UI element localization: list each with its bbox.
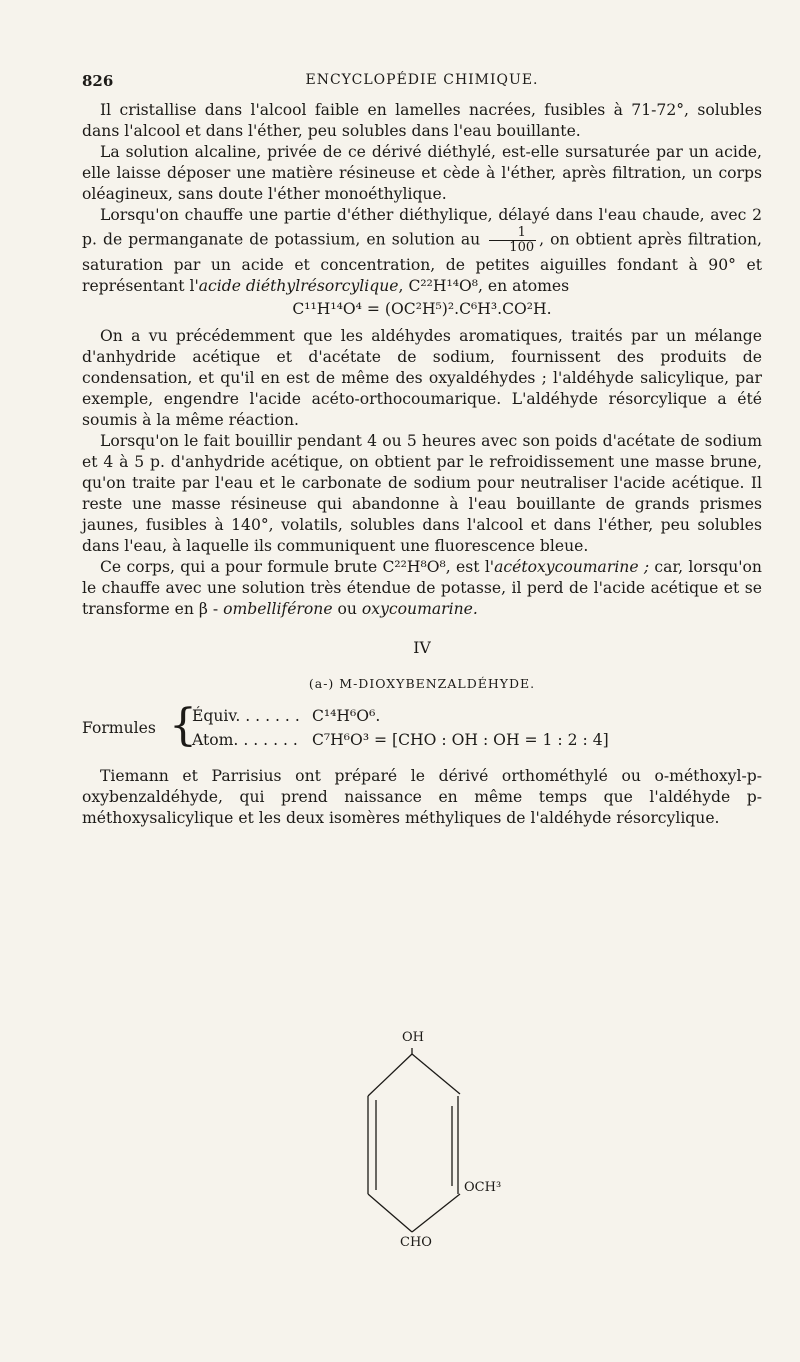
paragraph: Il cristallise dans l'alcool faible en lamelles nacrées, fusibles à 71-72°, solubles dans l'alcool et dans l'éther, peu solubles dans l'eau bouillante. (82, 101, 762, 140)
paragraph: Lorsqu'on le fait bouillir pendant 4 ou 5 heures avec son poids d'acétate de sodium et 4 à 5 p. d'anhydride acétique, on obtient par le refroidissement une masse brune, qu'on traite par l'eau et le carbonate de sodium pour neutraliser l'acide acétique. Il reste une masse résineuse qui abandonne à l'eau bouillante de grands prismes jaunes, fusibles à 140°, volatils, solubles dans l'alcool et dans l'éther, peu solubles dans l'eau, à laquelle ils communiquent une fluorescence bleue. (82, 432, 762, 555)
paragraph: On a vu précédemment que les aldéhydes aromatiques, traités par un mélange d'anhydride acétique et d'acétate de sodium, fournissent des produits de condensation, et qu'il en est de même des oxyaldéhydes ; l'aldéhyde salicylique, par exemple, engendre l'acide acéto-orthocoumarique. L'aldéhyde résorcylique a été soumis à la même réaction. (82, 327, 762, 429)
formulas-label: Formules (82, 719, 156, 737)
formula: C¹¹H¹⁴O⁴ = (OC²H⁵)².C⁶H³.CO²H. (292, 300, 552, 318)
formula-row-equiv: Équiv. . . . . . . C¹⁴H⁶O⁶. (192, 707, 381, 725)
paragraph: Ce corps, qui a pour formule brute C²²H⁸O⁸, est l'acétoxycoumarine ; car, lorsqu'on le chauffe avec une solution très étendue de potasse, il perd de l'acide acétique et se transforme en β - ombelliférone ou oxycoumarine. (82, 558, 762, 618)
fraction: $\frac{1}{100}$ (489, 226, 536, 255)
paragraph: La solution alcaline, privée de ce dérivé diéthylé, est-elle sursaturée par un acide, elle laisse déposer une matière résineuse et cède à l'éther, après filtration, un corps oléagineux, sans doute l'éther monoéthylique. (82, 143, 762, 203)
body-text (82, 100, 762, 829)
section-number: IV (413, 639, 431, 657)
benzene-structure (340, 1030, 520, 1260)
paragraph: Tiemann et Parrisius ont préparé le dérivé orthométhylé ou o-méthoxyl-p-oxybenzaldéhyde, qui prend naissance en même temps que l'aldéhyde p-méthoxysalicylique et les deux isomères méthyliques de l'aldéhyde résorcylique. (82, 767, 762, 827)
brace: { (169, 700, 197, 751)
structure-label-bottom: CHO (400, 1235, 432, 1250)
formulas-block (82, 700, 762, 756)
formula-row-atom: Atom. . . . . . . C⁷H⁶O³ = [CHO : OH : OH = 1 : 2 : 4] (192, 731, 609, 749)
section-title: (a-) M-DIOXYBENZALDÉHYDE. (308, 676, 536, 691)
running-title: ENCYCLOPÉDIE CHIMIQUE. (305, 72, 539, 88)
structure-label-top: OH (402, 1030, 424, 1045)
page-header (82, 72, 762, 96)
paragraph: Lorsqu'on chauffe une partie d'éther diéthylique, délayé dans l'eau chaude, avec 2 p. de permanganate de potassium, en solution au $\frac{1}{100}$ , on obtient après filtration, saturation par un acide et concentration, de petites aiguilles fondant à 90° et représentant l'acide diéthylrésorcylique, C²²H¹⁴O⁸, en atomes (82, 206, 762, 295)
page-number: 826 (82, 72, 114, 90)
structure-label-right: OCH³ (464, 1180, 502, 1195)
benzene-ring-drawing (340, 1048, 520, 1258)
